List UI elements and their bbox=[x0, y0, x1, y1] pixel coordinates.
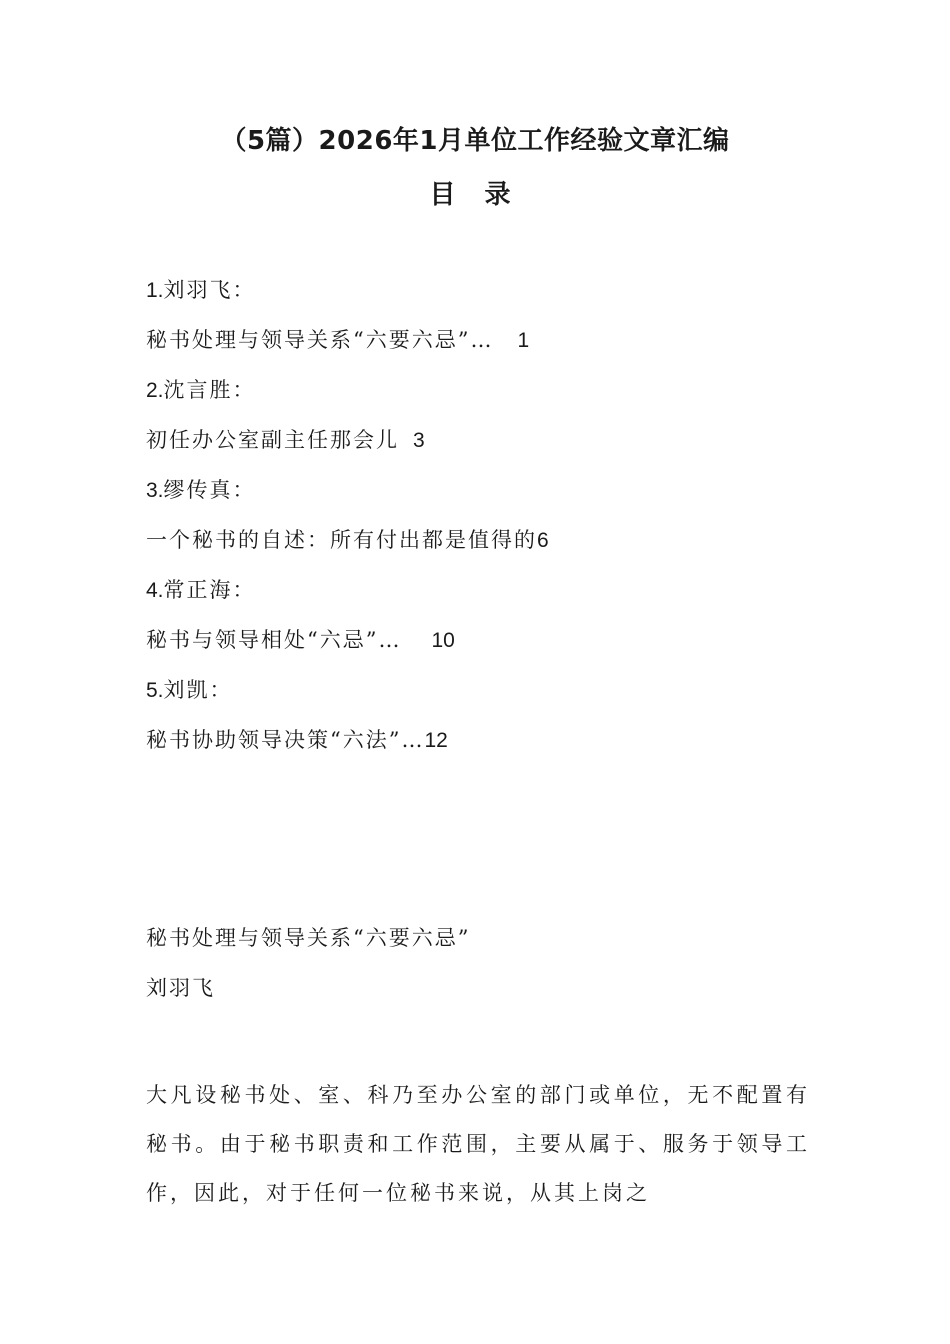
toc-number: 1. bbox=[146, 279, 164, 302]
toc-author-line bbox=[146, 575, 806, 625]
toc-author-line bbox=[146, 475, 806, 525]
toc-entry-line[interactable] bbox=[146, 325, 806, 375]
article-author: 刘羽飞 bbox=[146, 976, 215, 1000]
toc-entry-title[interactable]: 秘书与领导相处“六忌”… bbox=[146, 628, 402, 652]
toc-author: 常正海： bbox=[163, 578, 256, 602]
toc-author-line bbox=[146, 375, 806, 425]
toc-entry-line[interactable] bbox=[146, 425, 806, 475]
toc-author: 刘凯： bbox=[163, 678, 233, 702]
toc-entry-title[interactable]: 秘书处理与领导关系“六要六忌”… bbox=[146, 328, 494, 352]
toc-number: 4. bbox=[146, 579, 164, 602]
article-title: 秘书处理与领导关系“六要六忌” bbox=[146, 926, 471, 950]
toc-page-number: 12 bbox=[424, 729, 448, 752]
toc-entry-line[interactable] bbox=[146, 725, 806, 775]
toc-author: 刘羽飞： bbox=[163, 278, 256, 302]
toc-number: 3. bbox=[146, 479, 164, 502]
body-paragraph: 大凡设秘书处、室、科乃至办公室的部门或单位，无不配置有秘书。由于秘书职责和工作范围，主要从属于、服务于领导工作，因此，对于任何一位秘书来说，从其上岗之 bbox=[146, 1083, 810, 1205]
toc-page-number: 10 bbox=[431, 629, 455, 652]
toc-entry-line[interactable] bbox=[146, 625, 806, 675]
toc-entry-title[interactable]: 初任办公室副主任那会儿 bbox=[146, 428, 399, 452]
document-title: （5篇）2026年1月单位工作经验文章汇编 bbox=[220, 126, 730, 156]
toc-author: 沈言胜： bbox=[163, 378, 256, 402]
toc-page-number: 3 bbox=[413, 429, 425, 452]
article-body bbox=[146, 1071, 810, 1218]
toc-author-line bbox=[146, 275, 806, 325]
toc-author-line bbox=[146, 675, 806, 725]
table-of-contents bbox=[146, 275, 806, 775]
toc-number: 5. bbox=[146, 679, 164, 702]
toc-entry-title[interactable]: 秘书协助领导决策“六法”… bbox=[146, 728, 425, 752]
toc-entry-line[interactable] bbox=[146, 525, 806, 575]
toc-page-number: 6 bbox=[537, 529, 549, 552]
toc-page-number: 1 bbox=[517, 329, 530, 352]
toc-author: 缪传真： bbox=[163, 478, 256, 502]
toc-number: 2. bbox=[146, 379, 164, 402]
toc-heading: 目 录 bbox=[429, 180, 521, 210]
toc-entry-title[interactable]: 一个秘书的自述：所有付出都是值得的 bbox=[146, 528, 537, 552]
